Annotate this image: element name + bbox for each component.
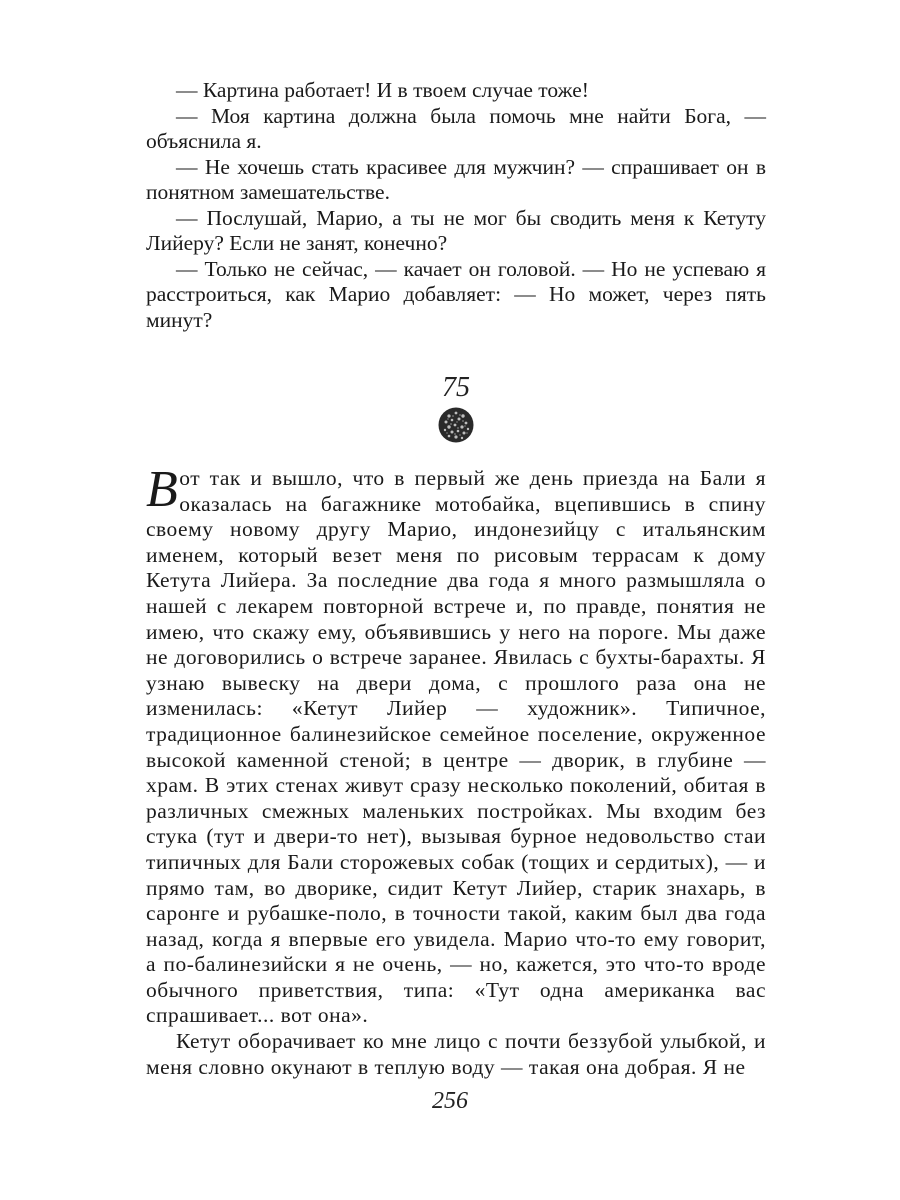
dialogue-line: — Картина работает! И в твоем случае тоже! — [176, 78, 589, 102]
chapter-body — [146, 461, 766, 1080]
body-paragraph: Кетут оборачивает ко мне лицо с почти беззубой улыбкой, и меня словно окунают в теплую воду — такая она добрая. Я не — [146, 1029, 766, 1079]
round-flower-ornament-icon — [437, 406, 475, 444]
chapter-number: 75 — [442, 372, 470, 403]
paragraph-text: от так и вышло, что в первый же день приезда на Бали я оказалась на багажнике мотобайка, вцепившись в спину своему новому другу Марио, индонезийцу с итальянским именем, который везет меня по рисовым террасам к дому Кетута Лийера. За последние два года я много размышляла о нашей с лекарем повторной встрече и, по правде, понятия не имею, что скажу ему, объявившись у него на пороге. Мы даже не договорились о встрече заранее. Явилась с бухты-барахты. Я узнаю вывеску на двери дома, с прошлого раза она не изменилась: «Кетут Лийер — художник». Типичное, традиционное балинезийское семейное поселение, окруженное высокой каменной стеной; в центре — дворик, в глубине — храм. В этих стенах живут сразу несколько поколений, обитая в различных смежных маленьких постройках. Мы входим без стука (тут и двери-то нет), вызывая бурное недовольство стаи типичных для Бали сторожевых собак (тощих и сердитых), — и прямо там, во дворике, сидит Кетут Лийер, старик знахарь, в саронге и рубашке-поло, в точности такой, каким был два года назад, когда я впервые его увидела. Марио что-то ему говорит, а по-балинезийски я не очень, — но, кажется, это что-то вроде обычного приветствия, типа: «Тут одна американка вас спрашивает... вот она». — [146, 466, 766, 1028]
dialogue-line: — Моя картина должна была помочь мне найти Бога, — объяснила я. — [146, 103, 766, 153]
dialogue-line: — Не хочешь стать красивее для мужчин? — спрашивает он в понятном замешательстве. — [146, 154, 766, 204]
book-page — [146, 78, 766, 1080]
dialogue-line: — Послушай, Марио, а ты не мог бы сводить меня к Кетуту Лийеру? Если не занят, конечно? — [146, 205, 766, 255]
dialogue-line: — Только не сейчас, — качает он головой. — Но не успеваю я расстроиться, как Марио добавляет: — Но может, через пять минут? — [146, 256, 766, 332]
chapter-ornament — [146, 406, 766, 444]
drop-cap: В — [146, 461, 179, 518]
dialogue-section — [146, 78, 766, 333]
page-number: 256 — [432, 1088, 468, 1114]
body-paragraph — [146, 461, 766, 1029]
